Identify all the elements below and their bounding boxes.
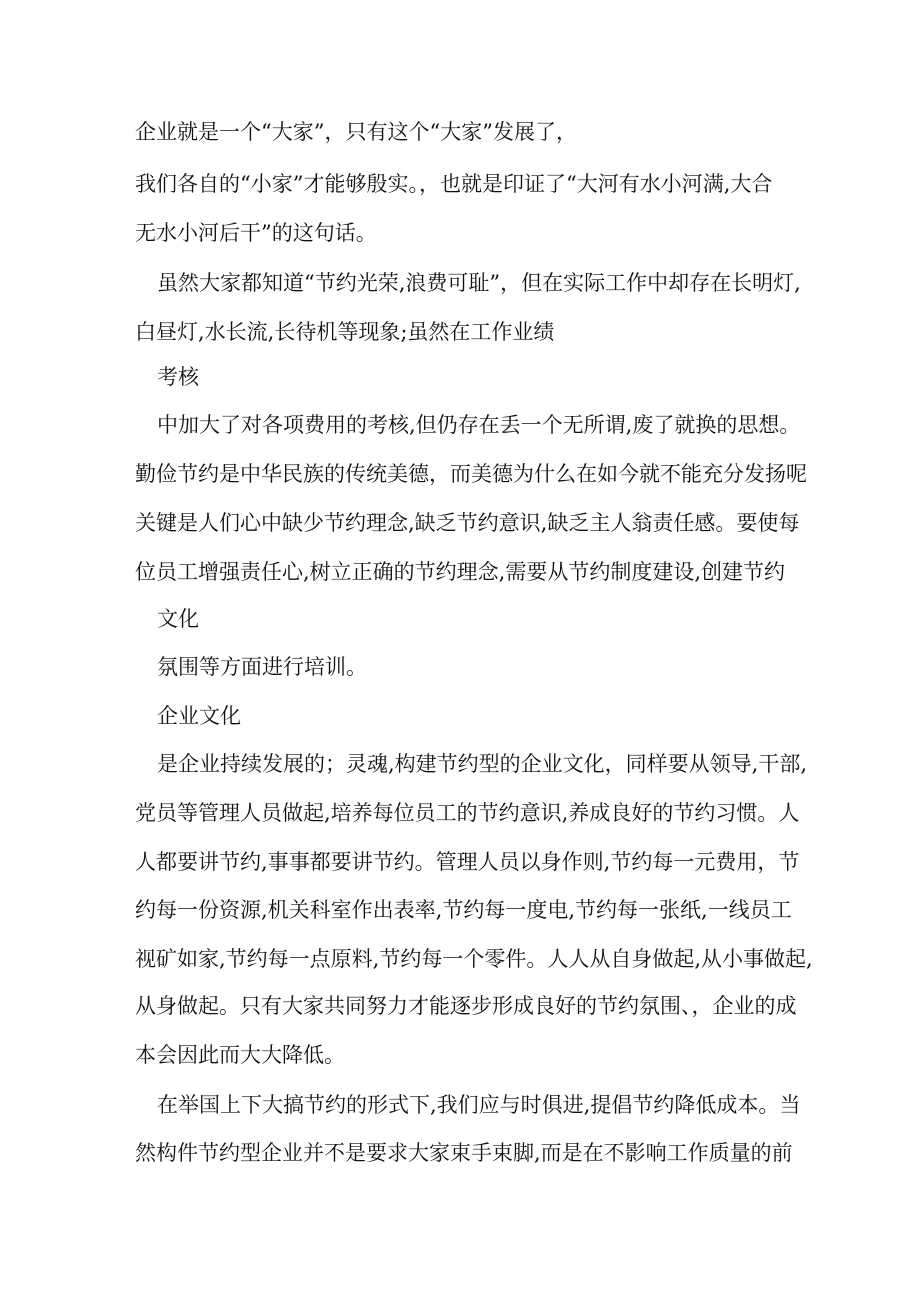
text-line: 无水小河后干”的这句话。 — [135, 221, 377, 245]
text-line: 企业文化 — [157, 704, 241, 728]
text-line: 氛围等方面进行培训。 — [157, 655, 367, 679]
text-line: 约每一份资源,机关科室作出表率,节约每一度电,节约每一张纸,一线员工 — [135, 898, 792, 922]
text-line: 文化 — [157, 607, 199, 631]
text-line: 白昼灯,水长流,长待机等现象;虽然在工作业绩 — [135, 320, 555, 344]
text-line: 虽然大家都知道“节约光荣,浪费可耻”，但在实际工作中却存在长明灯, — [157, 271, 801, 295]
text-line: 关键是人们心中缺少节约理念,缺乏节约意识,缺乏主人翁责任感。要使每 — [135, 511, 800, 535]
text-line: 位员工增强责任心,树立正确的节约理念,需要从节约制度建设,创建节约 — [135, 560, 786, 584]
text-line: 在举国上下大搞节约的形式下,我们应与时俱进,提倡节约降低成本。当 — [157, 1093, 801, 1117]
text-line: 然构件节约型企业并不是要求大家束手束脚,而是在不影响工作质量的前 — [135, 1141, 793, 1165]
text-line: 人都要讲节约,事事都要讲节约。管理人员以身作则,节约每一元费用，节 — [135, 850, 800, 874]
text-line: 勤俭节约是中华民族的传统美德，而美德为什么在如今就不能充分发扬呢 — [135, 462, 807, 486]
text-line: 企业就是一个“大家”，只有这个“大家”发展了， — [135, 120, 577, 144]
text-line: 是企业持续发展的；灵魂,构建节约型的企业文化，同样要从领导,干部, — [157, 752, 808, 776]
text-line: 从身做起。只有大家共同努力才能逐步形成良好的节约氛围、，企业的成 — [135, 994, 797, 1018]
text-line: 本会因此而大大降低。 — [135, 1043, 345, 1067]
text-line: 视矿如家,节约每一点原料,节约每一个零件。人人从自身做起,从小事做起, — [135, 947, 813, 971]
text-line: 党员等管理人员做起,培养每位员工的节约意识,养成良好的节约习惯。人 — [135, 801, 800, 825]
text-line: 中加大了对各项费用的考核,但仍存在丢一个无所谓,废了就换的思想。 — [157, 413, 801, 437]
text-line: 考核 — [157, 365, 199, 389]
text-line: 我们各自的“小家”才能够殷实。，也就是印证了“大河有水小河满,大合 — [135, 172, 773, 196]
